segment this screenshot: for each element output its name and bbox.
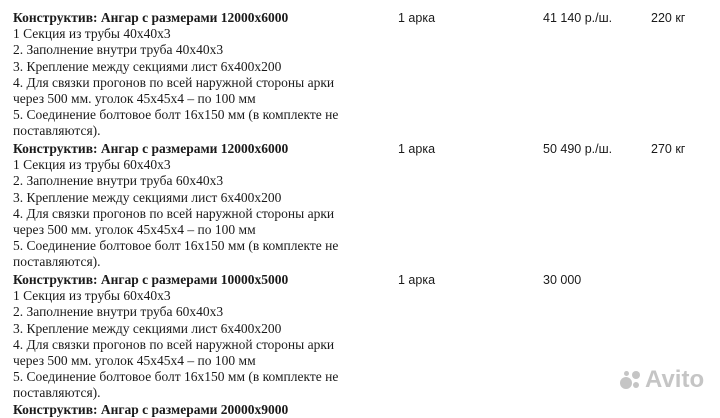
spec-line: 5. Соединение болтовое болт 16х150 мм (в комплекте не bbox=[13, 238, 339, 254]
product-price: 41 140 р./ш. bbox=[543, 11, 613, 25]
spec-line: 3. Крепление между секциями лист 6х400х200 bbox=[13, 320, 282, 336]
spec-line: 1 Секция из трубы 60х40х3 bbox=[13, 157, 171, 173]
spec-line: 4. Для связки прогонов по всей наружной стороны арки bbox=[13, 205, 335, 221]
spec-line: поставляются). bbox=[13, 254, 101, 270]
product-quantity: 1 арка bbox=[398, 11, 436, 25]
spec-line: 2. Заполнение внутри труба 40х40х3 bbox=[13, 42, 224, 58]
product-description bbox=[13, 10, 383, 140]
spec-line: 2. Заполнение внутри труба 60х40х3 bbox=[13, 173, 224, 189]
product-title: Конструктив: Ангар с размерами 10000х5000 bbox=[13, 272, 289, 287]
product-weight: 270 кг bbox=[651, 142, 686, 156]
spec-line: поставляются). bbox=[13, 385, 101, 401]
spec-line: 3. Крепление между секциями лист 6х400х200 bbox=[13, 58, 282, 74]
spec-line: 5. Соединение болтовое болт 16х150 мм (в комплекте не bbox=[13, 369, 339, 385]
spec-line: 1 Секция из трубы 60х40х3 bbox=[13, 288, 171, 304]
spec-line: через 500 мм. уголок 45х45х4 – по 100 мм bbox=[13, 222, 256, 238]
spec-line: 3. Крепление между секциями лист 6х400х200 bbox=[13, 189, 282, 205]
product-title: Конструктив: Ангар с размерами 12000х6000 bbox=[13, 10, 289, 25]
spec-line: через 500 мм. уголок 45х45х4 – по 100 мм bbox=[13, 91, 256, 107]
spec-line: через 500 мм. уголок 45х45х4 – по 100 мм bbox=[13, 353, 256, 369]
cut-off-title: Конструктив: Ангар с размерами 20000х9000 bbox=[13, 402, 289, 417]
spec-line: поставляются). bbox=[13, 123, 101, 139]
product-description bbox=[13, 272, 383, 402]
product-quantity: 1 арка bbox=[398, 273, 436, 287]
product-price: 30 000 bbox=[543, 273, 582, 287]
spec-line: 1 Секция из трубы 40х40х3 bbox=[13, 26, 171, 42]
product-weight: 220 кг bbox=[651, 11, 686, 25]
spec-line: 5. Соединение болтовое болт 16х150 мм (в комплекте не bbox=[13, 107, 339, 123]
spec-line: 4. Для связки прогонов по всей наружной стороны арки bbox=[13, 336, 335, 352]
product-description bbox=[13, 141, 383, 271]
watermark-text: Avito bbox=[645, 366, 705, 393]
spec-line: 4. Для связки прогонов по всей наружной стороны арки bbox=[13, 74, 335, 90]
product-title: Конструктив: Ангар с размерами 12000х6000 bbox=[13, 141, 289, 156]
product-quantity: 1 арка bbox=[398, 142, 436, 156]
product-price: 50 490 р./ш. bbox=[543, 142, 613, 156]
avito-logo-icon bbox=[620, 369, 642, 391]
avito-watermark bbox=[620, 366, 704, 394]
spec-line: 2. Заполнение внутри труба 60х40х3 bbox=[13, 304, 224, 320]
